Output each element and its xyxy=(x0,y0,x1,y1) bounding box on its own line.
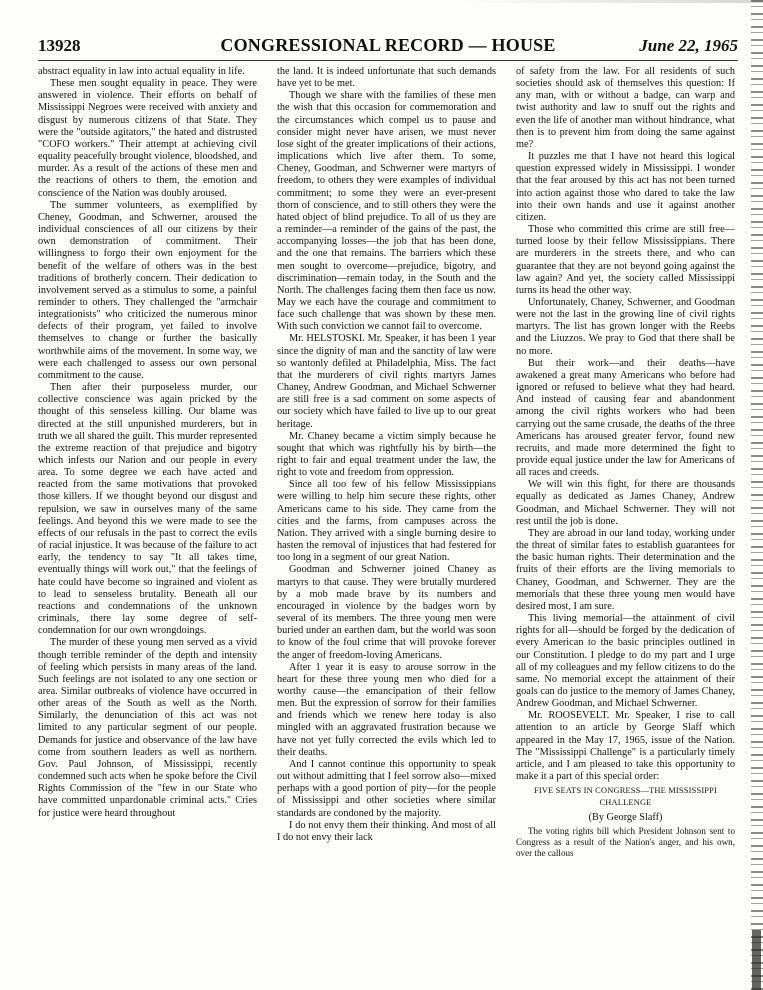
paragraph: Mr. ROOSEVELT. Mr. Speaker, I rise to call attention to an article by George Slaff which appeared in the May 17, 1965, issue of the Nation. The "Mississippi Challenge" is a particularly timely article, and I am pleased to take this opportunity to make it a part of this special order: xyxy=(516,710,735,783)
article-paragraph: The voting rights bill which President Johnson sent to Congress as a result of the Nation's anger, and his own, over the callous xyxy=(516,825,735,858)
paragraph: abstract equality in law into actual equality in life. xyxy=(38,66,245,77)
paragraph: Mr. HELSTOSKI. Mr. Speaker, it has been 1 year since the dignity of man and the sanctity of law were so wantonly defiled at Philadelphia, Miss. The fact that the murderers of civil rights martyrs James Chaney, Andrew Goodman, and Michael Schwerner are still free is a sad comment on some aspects of our society which have failed to live up to our great heritage. xyxy=(277,333,496,430)
publication-date: June 22, 1965 xyxy=(639,36,738,55)
page-number: 13928 xyxy=(38,36,81,55)
paragraph: After 1 year it is easy to arouse sorrow in the heart for these three young men who died for a worthy cause—the emancipation of their fellow men. But the expression of sorrow for their families and friends which we renew here today is also mingled with an aggravated frustration because we have not yet fully corrected the evils which led to their deaths. xyxy=(277,661,496,758)
publication-title: CONGRESSIONAL RECORD — HOUSE xyxy=(220,35,556,55)
paragraph: But their work—and their deaths—have awakened a great many Americans who before had ignored or refused to believe what they had heard. And instead of causing fear and abandonment among the civil rights workers who had been carrying out the same crusade, the deaths of the three Americans has aroused greater fervor, found new recruits, and made more determined the fight to provide equal justice under the law for Americans of all races and creeds. xyxy=(516,357,735,479)
article-heading: FIVE SEATS IN CONGRESS—THE MISSISSIPPI CHALLENGE xyxy=(533,786,718,808)
paragraph: They are abroad in our land today, working under the threat of similar fates to establish guarantees for the basic human rights. Their determination and the fruits of their efforts are the living memorials to Chaney, Goodman, and Schwerner. They are the memorials that these three young men would have desired most, I am sure. xyxy=(516,527,735,612)
paragraph: Mr. Chaney became a victim simply because he sought that which was rightfully his by birth—the right to fair and equal treatment under the law, the right to vote and freedom from oppression. xyxy=(277,430,496,479)
paragraph: I do not envy them their thinking. And most of all I do not envy their lack xyxy=(277,819,496,843)
paragraph: the land. It is indeed unfortunate that such demands have yet to be met. xyxy=(277,66,496,90)
paragraph: Those who committed this crime are still free—turned loose by their fellow Mississippians. There are murderers in the streets there, and who can guarantee that they are not beyond going against the law again? And yet, the society called Mississippi turns its head the other way. xyxy=(516,224,735,296)
text-column-1 xyxy=(38,66,257,984)
paragraph: And I cannot continue this opportunity to speak out without admitting that I feel sorrow also—mixed perhaps with a good portion of pity—for the people of Mississippi and other societies where similar standards are condoned by the majority. xyxy=(277,758,496,819)
paragraph: Unfortunately, Chaney, Schwerner, and Goodman were not the last in the growing line of civil rights martyrs. The list has grown longer with the Reebs and the Liuzzos. We pray to God that there shall be no more. xyxy=(516,296,735,357)
paragraph: It puzzles me that I have not heard this logical question expressed widely in Mississippi. I wonder that the fear aroused by this act has not been turned into action against those who dared to take the law into their own hands and use it against another citizen. xyxy=(516,151,735,223)
paragraph: Since all too few of his fellow Mississippians were willing to help him secure these rights, other Americans came to his side. They came from the cities and the farms, from campuses across the Nation. They arrived with a single burning desire to hasten the removal of injustices that had festered for too long in a segment of our great Nation. xyxy=(277,479,496,564)
paragraph: The murder of these young men served as a vivid though terrible reminder of the depth and intensity of feeling which persists in many areas of the land. Such feelings are not isolated to any one section or area. Similar outbreaks of violence have occurred in other areas of the South as well as the North. Similarly, the denunciation of this act was not limited to any particular segment of our people. Demands for justice and observance of the law have come from southern leaders as well as northern. Gov. Paul Johnson, of Mississippi, recently condemned such acts when he spoke before the Civil Rights Commission of the "few in our State who have committed unpardonable criminal acts." Cries for justice were heard throughout xyxy=(38,637,257,819)
text-column-3 xyxy=(516,66,735,984)
paragraph: of safety from the law. For all residents of such societies should ask of themselves this question: If any man, with or without a badge, can warp and twist authority and law to snuff out the rights and even the life of another man without hindrance, what then is to prevent him from doing the same against me? xyxy=(516,66,735,150)
paragraph: Goodman and Schwerner joined Chaney as martyrs to that cause. They were brutally murdered by a mob made brave by its numbers and encouraged in violence by the badges worn by several of its members. The three young men were buried under an earthen dam, but the world was soon to know of the foul crime that will provoke forever the anger of freedom-loving Americans. xyxy=(277,564,496,661)
paragraph: This living memorial—the attainment of civil rights for all—should be forged by the dedication of every American to the basic principles outlined in our Constitution. I pledge to do my part and I urge all of my colleagues and my fellow citizens to do the same. No memorial except the attainment of their goals can do justice to the memory of James Chaney, Andrew Goodman, and Michael Schwerner. xyxy=(516,613,735,710)
binding-edge xyxy=(751,0,763,990)
binding-mark xyxy=(752,930,761,990)
paragraph: The summer volunteers, as exemplified by Cheney, Goodman, and Schwerner, aroused the individual consciences of all our citizens by their own demonstration of commitment. Their willingness to forgo their own enjoyment for the benefit of the welfare of others was in the best traditions of brotherly concern. Their dedication to involvement served as a stimulus to some, a painful reminder to others. They challenged the "armchair integrationists" who criticized the numerous minor defects of their program, yet failed to involve themselves to change or further the basically worthwhile aims of the movement. In some way, we were each challenged to assess our own personal commitment to the cause. xyxy=(38,199,257,381)
text-column-2 xyxy=(277,66,496,984)
article-byline: (By George Slaff) xyxy=(588,811,663,823)
paragraph: These men sought equality in peace. They were answered in violence. Their efforts on behalf of Mississippi Negroes were received with anxiety and disgust by numerous citizens of that State. They were the "outside agitators," the hated and distrusted "COFO workers." Their attempt at achieving civil equality peacefully brought violence, bloodshed, and murder. As a result of the actions of these men and the reactions of others to them, the emotion and conscience of the Nation was doubly aroused. xyxy=(38,78,257,199)
paragraph: Though we share with the families of these men the wish that this occasion for commemoration and the circumstances which compel us to pause and consider might never have arisen, we must never lose sight of the greater implications of their actions, implications which live after them. To some, Cheney, Goodman, and Schwerner were martyrs of freedom, to others they were examples of individual commitment; to some they were an ever-present thorn of conscience, and to still others they were the hated object of blind prejudice. To all of us they are a reminder—a reminder of the gains of the past, the accompanying losses—the job that has been done, and the one that remains. The barriers which these men sought to overcome—prejudice, bigotry, and discrimination—remain today, in the South and the North. The challenges facing them then face us now. May we each have the courage and commitment to face such challenge that was shown by these men. With such conviction we cannot fail to overcome. xyxy=(277,90,496,333)
paragraph: We will win this fight, for there are thousands equally as dedicated as James Chaney, Andrew Goodman, and Michael Schwerner. They will not rest until the job is done. xyxy=(516,479,735,527)
page-edge xyxy=(0,0,763,3)
paragraph: Then after their purposeless murder, our collective conscience was again pricked by the thought of this senseless killing. Our blame was directed at the still unpunished murderers, but in truth we all shared the guilt. This murder represented the extreme reaction of that prejudice and bigotry which infests our Nation and our people in every area. To some degree we each have acted and reacted from the same motivations that provoked those killers. If we thought beyond our disgust and repulsion, we saw in ourselves many of the same feelings. And beyond this we were made to see the effects of our refusals in the past to correct the evils of racial injustice. It was because of the failure to act early, the tendency to say "It all takes time, eventually things will work out," that the feelings of hate could have become so ingrained and violent as to lead to senseless brutality. Beneath all our reactions and condemnations of the unknown criminals, there lay some degree of self-condemnation for our own wrongdoings. xyxy=(38,382,257,637)
page-header xyxy=(38,34,738,61)
